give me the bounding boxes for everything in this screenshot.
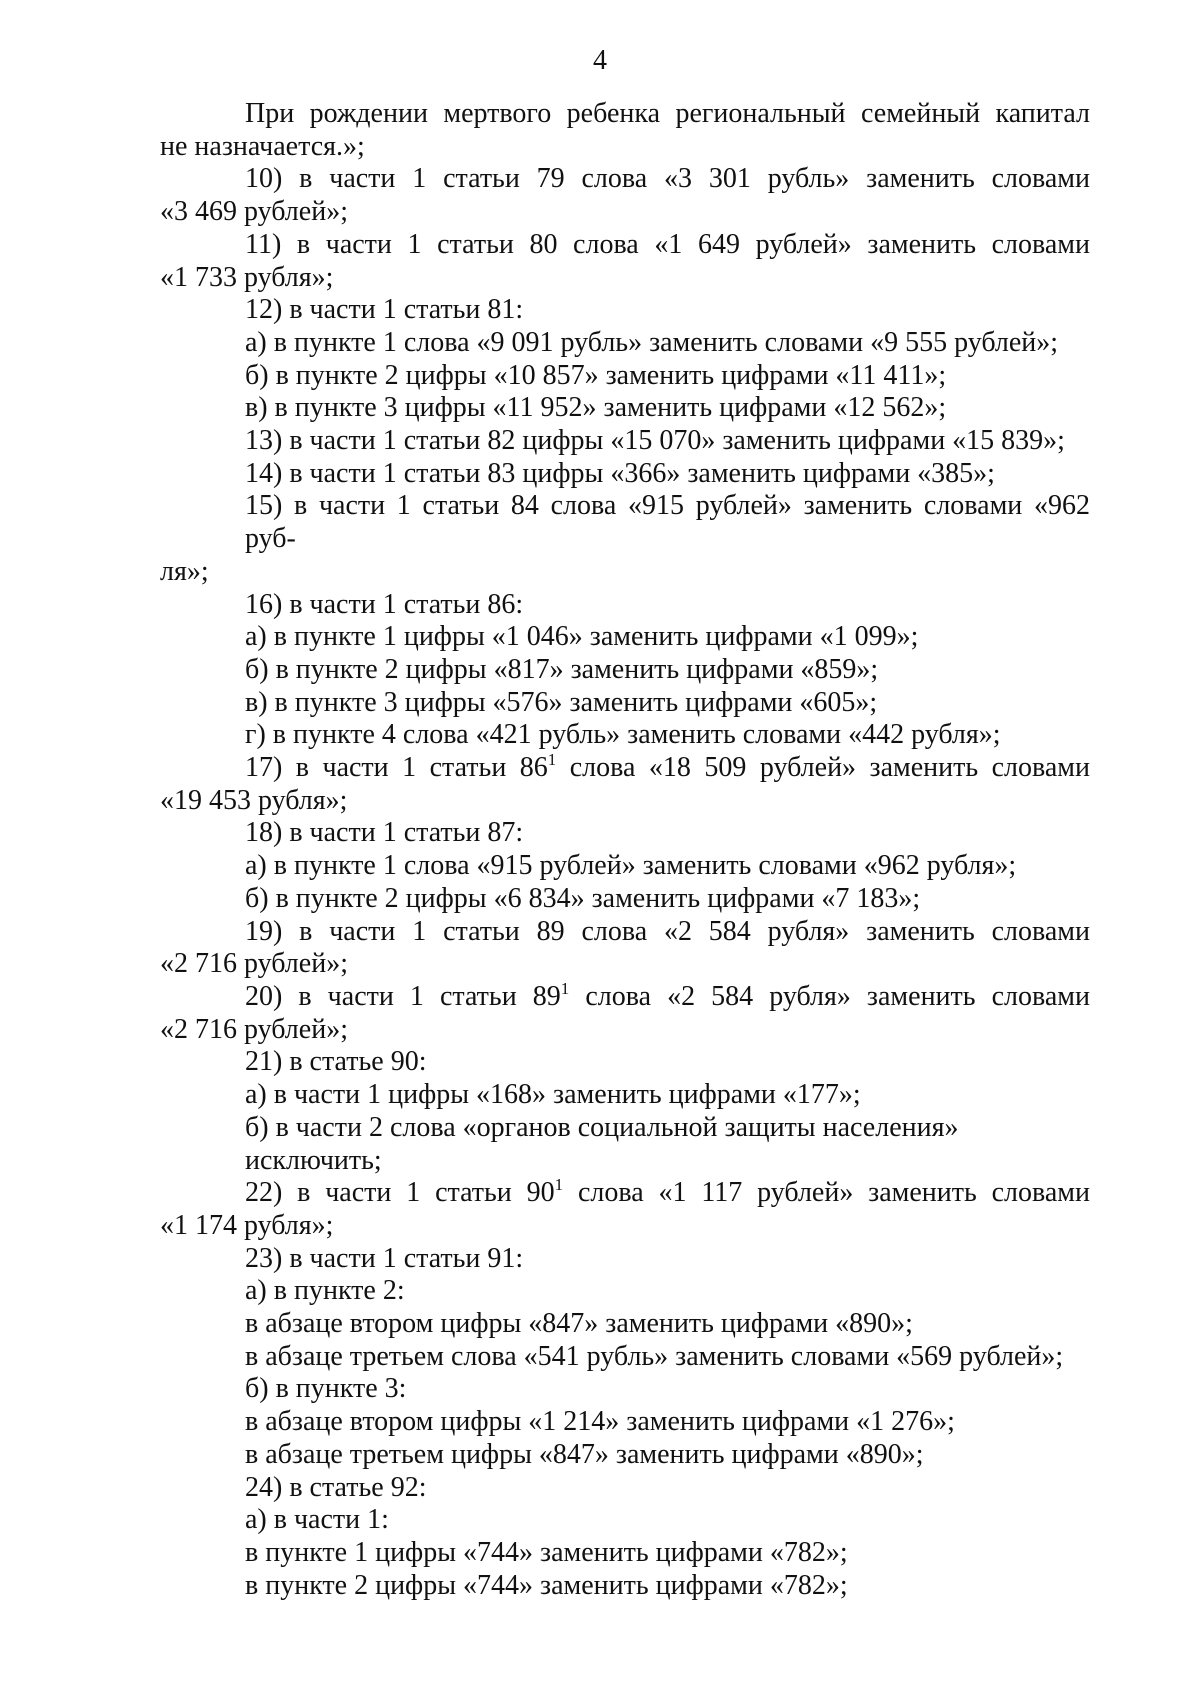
paragraph-text: 20) в части 1 статьи 89 [245,980,561,1012]
paragraph-line: а) в части 1: [245,1504,389,1536]
paragraph-line: 19) в части 1 статьи 89 слова «2 584 рубля» заменить словами [245,915,1090,947]
paragraph-line: «2 716 рублей»; [160,1013,348,1045]
paragraph-line: в абзаце втором цифры «847» заменить цифрами «890»; [245,1308,913,1340]
paragraph-line [160,752,1090,785]
paragraph-line: 14) в части 1 статьи 83 цифры «366» заменить цифрами «385»; [245,457,995,489]
paragraph-line: в) в пункте 3 цифры «11 952» заменить цифрами «12 562»; [245,392,947,424]
paragraph-line: в пункте 1 цифры «744» заменить цифрами «782»; [245,1536,848,1568]
paragraph-line: б) в пункте 3: [245,1373,407,1405]
paragraph-line: в абзаце третьем слова «541 рубль» заменить словами «569 рублей»; [245,1340,1064,1372]
paragraph-line: 21) в статье 90: [245,1046,427,1078]
superscript: 1 [560,978,570,998]
paragraph-text: 17) в части 1 статьи 86 [245,752,548,784]
paragraph-line: 23) в части 1 статьи 91: [245,1242,524,1274]
paragraph-line: а) в пункте 2: [245,1275,405,1307]
paragraph-line: б) в пункте 2 цифры «6 834» заменить цифрами «7 183»; [245,882,921,914]
superscript: 1 [547,750,557,770]
paragraph-text: слова «1 117 рублей» заменить словами [563,1177,1091,1209]
paragraph-line: «1 174 рубля»; [160,1209,334,1241]
paragraph-line: в) в пункте 3 цифры «576» заменить цифрами «605»; [245,686,878,718]
paragraph-line: 10) в части 1 статьи 79 слова «3 301 рубль» заменить словами [245,163,1090,195]
paragraph-line: 24) в статье 92: [245,1471,427,1503]
paragraph-line: При рождении мертвого ребенка региональный семейный капитал [245,98,1090,129]
paragraph-line [160,978,1090,1014]
paragraph-line: в абзаце третьем цифры «847» заменить цифрами «890»; [245,1438,924,1470]
paragraph-line: а) в пункте 1 слова «915 рублей» заменить словами «962 рубля»; [245,850,1017,882]
paragraph-text: 22) в части 1 статьи 90 [245,1177,555,1209]
paragraph-line: б) в пункте 2 цифры «817» заменить цифрами «859»; [245,653,879,685]
paragraph-line: ля»; [160,555,209,587]
paragraph-line: 13) в части 1 статьи 82 цифры «15 070» заменить цифрами «15 839»; [245,425,1065,457]
paragraph-line: в абзаце втором цифры «1 214» заменить цифрами «1 276»; [245,1406,955,1438]
paragraph-line: а) в пункте 1 слова «9 091 рубль» заменить словами «9 555 рублей»; [245,326,1059,358]
paragraph-line: «2 716 рублей»; [160,948,348,980]
page-number: 4 [593,45,607,76]
paragraph-line: б) в части 2 слова «органов социальной защиты населения» исключить; [245,1111,959,1176]
paragraph-line: 16) в части 1 статьи 86: [245,588,524,620]
superscript: 1 [554,1175,564,1195]
paragraph-line: 11) в части 1 статьи 80 слова «1 649 рублей» заменить словами [245,228,1090,260]
paragraph-text: слова «2 584 рубля» заменить словами [569,980,1090,1012]
paragraph-line: «1 733 рубля»; [160,261,334,293]
paragraph-line: «3 469 рублей»; [160,196,348,228]
paragraph-line: 18) в части 1 статьи 87: [245,817,524,849]
document-body [160,98,1090,1602]
paragraph-line: г) в пункте 4 слова «421 рубль» заменить словами «442 рубля»; [245,719,1001,751]
paragraph-line: 12) в части 1 статьи 81: [245,294,524,326]
paragraph-line: в пункте 2 цифры «744» заменить цифрами «782»; [245,1569,848,1601]
paragraph-text: слова «18 509 рублей» заменить словами [556,752,1090,784]
paragraph-line: «19 453 рубля»; [160,784,348,816]
paragraph-line: 15) в части 1 статьи 84 слова «915 рублей» заменить словами «962 руб- [245,490,1090,555]
paragraph-line [160,1177,1090,1210]
paragraph-line: не назначается.»; [160,130,365,162]
paragraph-line: а) в части 1 цифры «168» заменить цифрами «177»; [245,1079,861,1111]
paragraph-line: б) в пункте 2 цифры «10 857» заменить цифрами «11 411»; [245,359,947,391]
paragraph-line: а) в пункте 1 цифры «1 046» заменить цифрами «1 099»; [245,621,919,653]
